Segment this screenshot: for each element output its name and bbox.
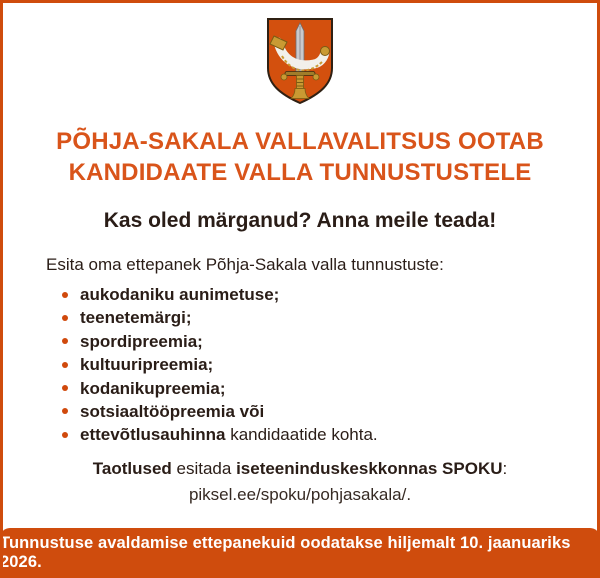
list-item — [62, 306, 570, 329]
list-item — [62, 400, 570, 423]
deadline-banner — [0, 528, 600, 578]
intro-text: Esita oma ettepanek Põhja-Sakala valla tunnustuste: — [46, 255, 444, 274]
application-instruction: Taotlused esitada iseteeninduskeskkonnas SPOKU: — [92, 459, 508, 478]
main-heading — [0, 126, 600, 188]
list-item — [62, 353, 570, 376]
subheading: Kas oled märganud? Anna meile teada! — [103, 209, 497, 232]
list-item — [62, 377, 570, 400]
list-item-text: aukodaniku aunimetuse; — [80, 285, 280, 304]
bullet-icon — [62, 385, 68, 391]
application-url: piksel.ee/spoku/pohjasakala/. — [188, 485, 412, 504]
list-item-text: teenetemärgi; — [80, 308, 192, 328]
list-item — [62, 330, 570, 353]
award-list — [62, 283, 570, 447]
list-item-text: ettevõtlusauhinna kandidaatide kohta. — [80, 425, 378, 445]
list-item — [62, 423, 570, 446]
bullet-icon — [62, 432, 68, 438]
list-item-text: kodanikupreemia; — [80, 378, 226, 398]
list-item-text: sotsiaaltööpreemia või — [80, 401, 265, 421]
main-heading-line-2: KANDIDAATE VALLA TUNNUSTUSTELE — [68, 159, 532, 186]
list-item-text: spordipreemia; — [80, 331, 203, 351]
bullet-icon — [62, 292, 68, 298]
bullet-icon — [62, 408, 68, 414]
deadline-text: Tunnustuse avaldamise ettepanekuid oodatakse hiljemalt 10. jaanuariks 2026. — [0, 534, 571, 571]
bullet-icon — [62, 315, 68, 321]
bullet-icon — [62, 338, 68, 344]
bullet-icon — [62, 362, 68, 368]
coat-of-arms-icon — [264, 16, 336, 106]
list-item — [62, 283, 570, 306]
main-heading-line-1: PÕHJA-SAKALA VALLAVALITSUS OOTAB — [56, 128, 544, 155]
list-item-text: kultuuripreemia; — [80, 355, 214, 375]
